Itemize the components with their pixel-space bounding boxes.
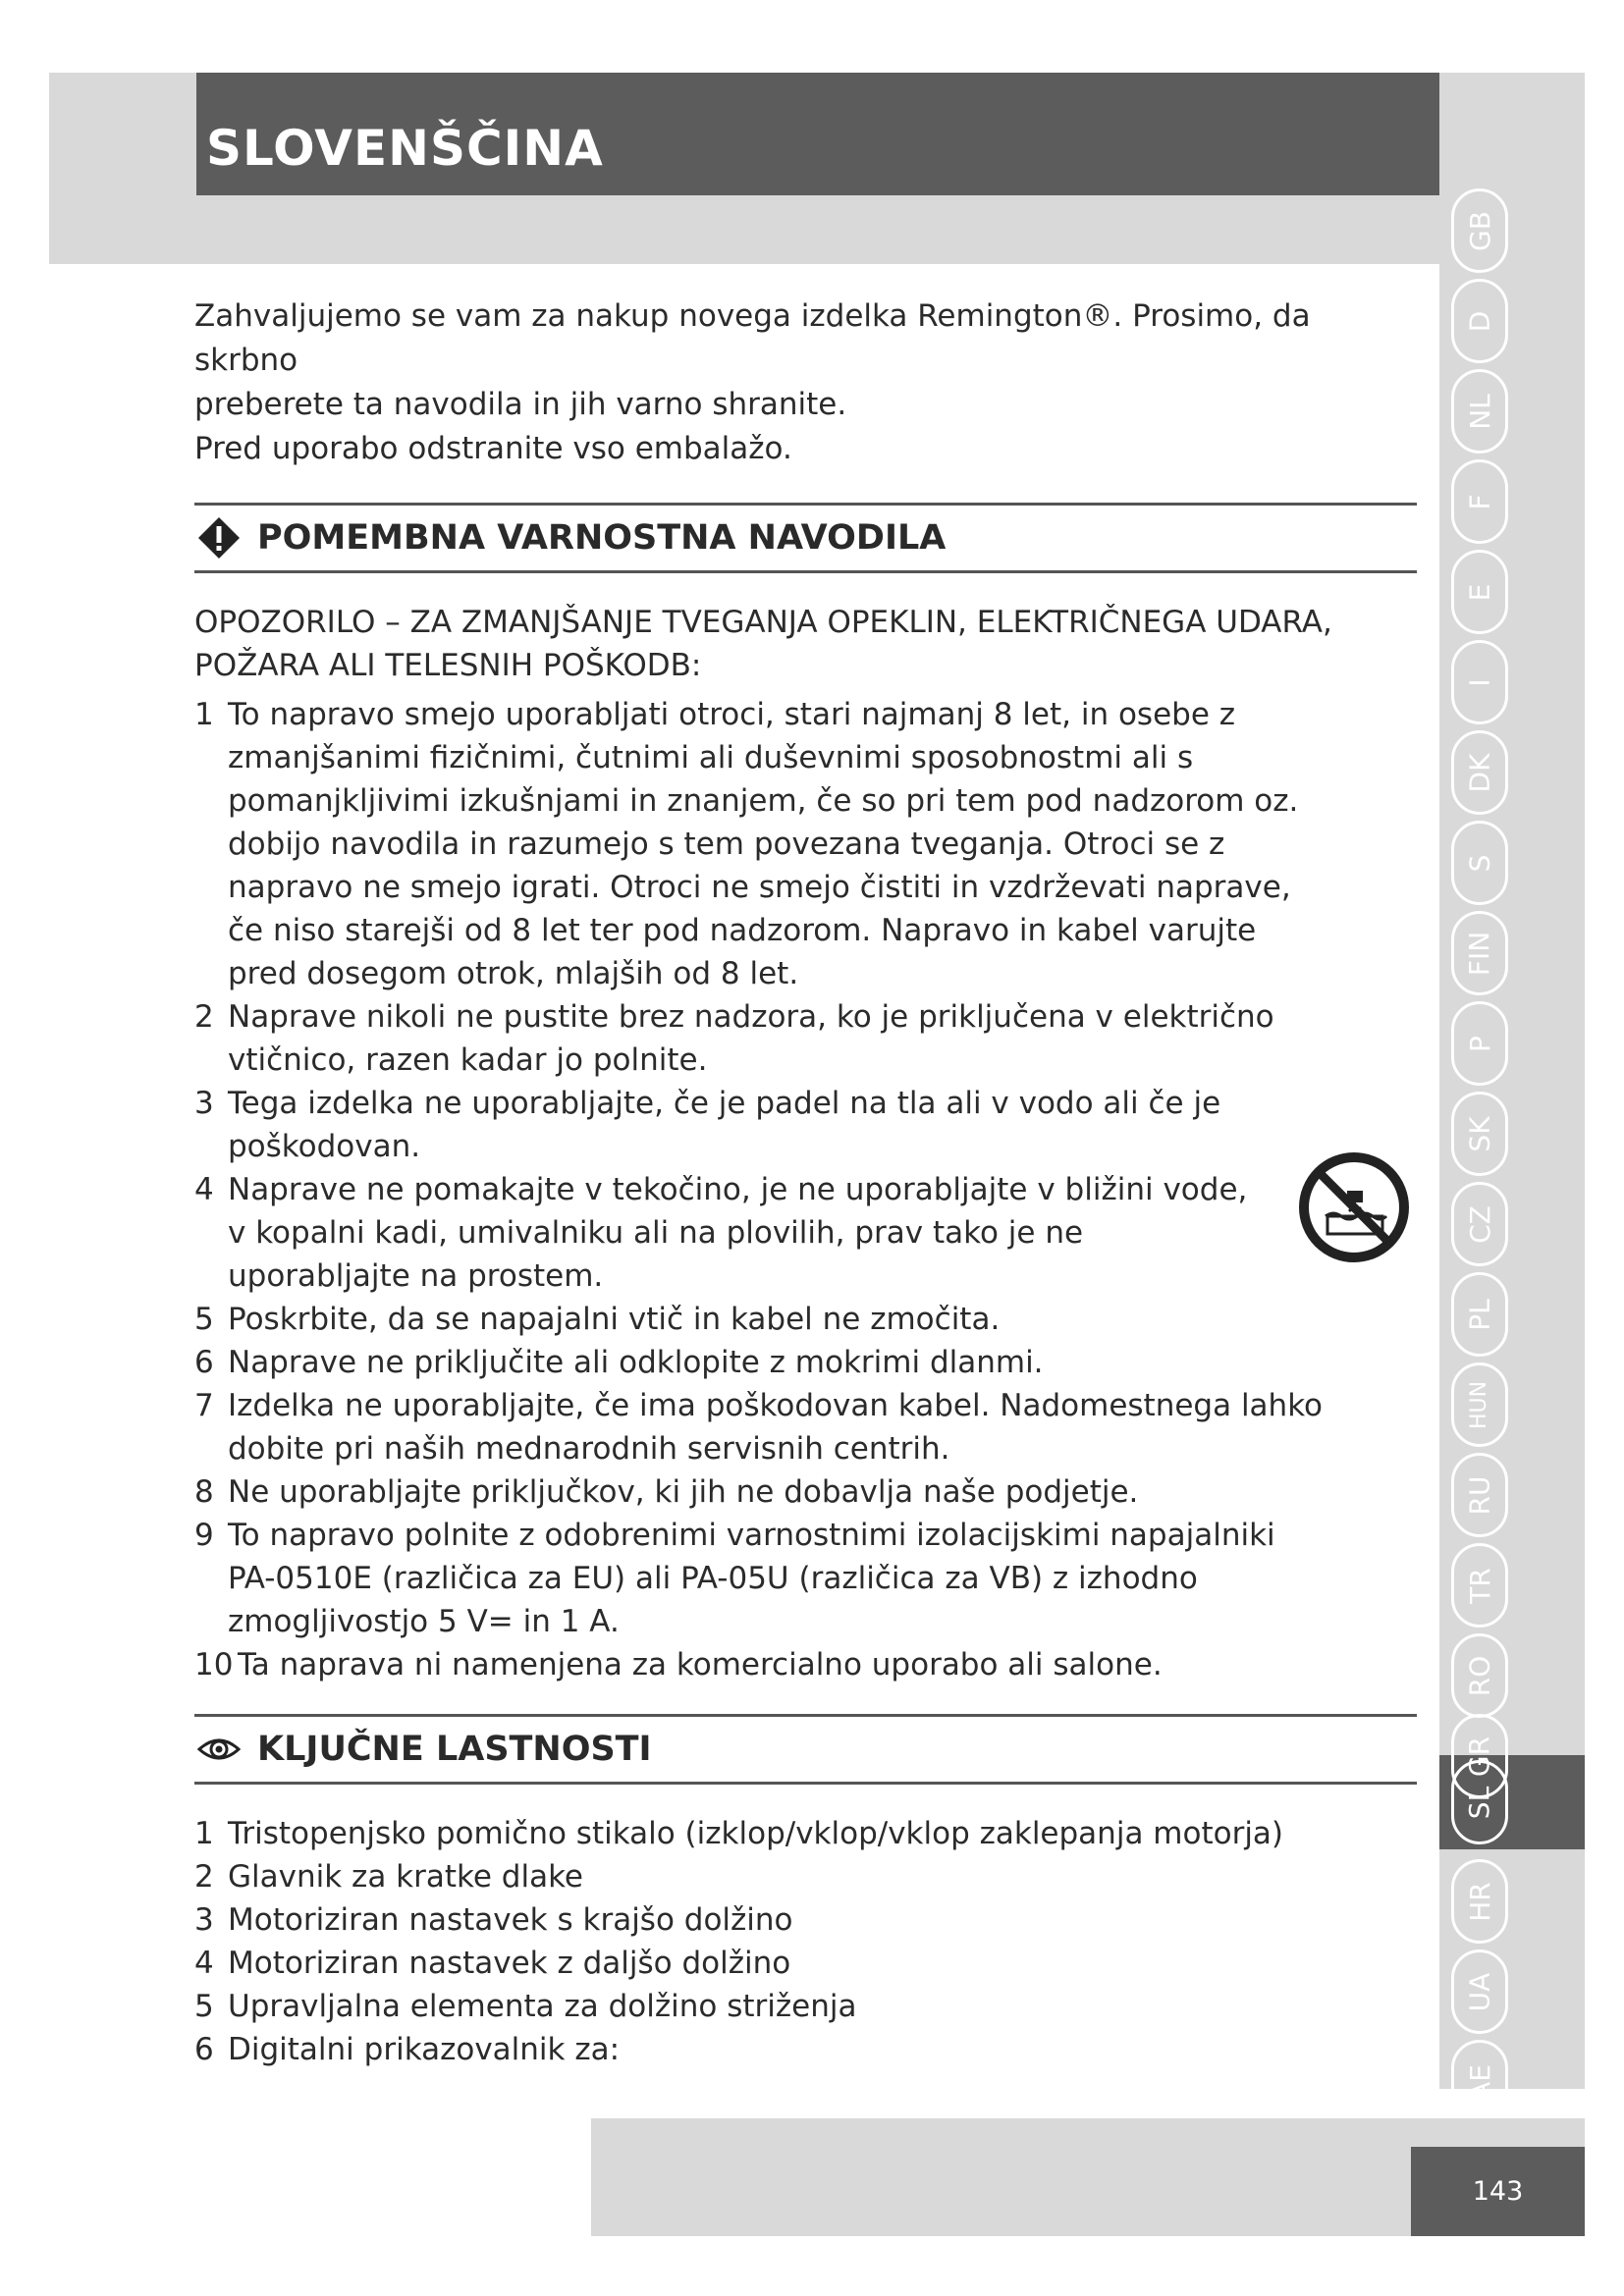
page-number: 143 [1411,2147,1585,2236]
intro-line: Zahvaljujemo se vam za nakup novega izdelka Remington®. Prosimo, da skrbno [194,298,1311,378]
list-item: 10 Ta naprava ni namenjena za komercialno uporabo ali salone. [194,1647,1163,1682]
lang-tab-ro[interactable]: RO [1451,1633,1508,1718]
lang-tab-pl[interactable]: PL [1451,1272,1508,1357]
list-item: 3 Tega izdelka ne uporabljajte, če je padel na tla ali v vodo ali če je poškodovan. [194,1086,1221,1164]
list-item: 1 To napravo smejo uporabljati otroci, stari najmanj 8 let, in osebe z zmanjšanimi fizičnimi, čutnimi ali duševnimi sposobnostmi ali s pomanjkljivimi izkušnjami in znanjem, če so pri tem pod nadzorom oz. dobijo navodila in razumejo s tem povezana tveganja. Otroci se z napravo ne smejo igrati. Otroci ne smejo čistiti in vzdrževati naprave, če niso starejši od 8 let ter pod nadzorom. Napravo in kabel varujte pred dosegom otrok, mlajših od 8 let. [194,697,1299,991]
list-item: 5 Poskrbite, da se napajalni vtič in kabel ne zmočita. [194,1302,1001,1337]
lang-tab-tr[interactable]: TR [1451,1543,1508,1628]
lang-tab-sk[interactable]: SK [1451,1092,1508,1176]
intro-text [194,294,1417,471]
lang-tab-gb[interactable]: GB [1451,188,1508,273]
features-heading-text: KLJUČNE LASTNOSTI [257,1730,652,1769]
features-list [194,1812,1417,2071]
warning-icon [196,515,242,561]
lang-tab-ua[interactable]: UA [1451,1949,1508,2034]
list-item: 7 Izdelka ne uporabljajte, če ima poškodovan kabel. Nadomestnega lahko dobite pri naših mednarodnih servisnih centrih. [194,1388,1324,1467]
lang-tab-e[interactable]: E [1451,550,1508,634]
lang-tab-ae[interactable]: AE [1451,2040,1508,2124]
list-item: 2 Glavnik za kratke dlake [194,1859,583,1895]
list-item: 6 Digitalni prikazovalnik za: [194,2032,621,2067]
list-item: 2 Naprave nikoli ne pustite brez nadzora, ko je priključena v električno vtičnico, razen kadar jo polnite. [194,999,1274,1078]
lang-tab-s[interactable]: S [1451,821,1508,905]
features-heading [194,1714,1417,1785]
lang-tab-nl[interactable]: NL [1451,369,1508,454]
main-content [194,294,1417,2071]
lang-tab-hr[interactable]: HR [1451,1859,1508,1944]
intro-line: preberete ta navodila in jih varno shranite. [194,387,847,422]
list-item: 8 Ne uporabljajte priključkov, ki jih ne dobavlja naše podjetje. [194,1474,1139,1510]
lang-tab-f[interactable]: F [1451,459,1508,544]
list-item: 5 Upravljalna elementa za dolžino striženja [194,1989,857,2024]
lang-tab-cz[interactable]: CZ [1451,1182,1508,1266]
list-item: 4 Motoriziran nastavek z daljšo dolžino [194,1946,791,1981]
lang-tab-gr[interactable]: GR [1451,1714,1508,1798]
safety-heading [194,503,1417,573]
list-item: 3 Motoriziran nastavek s krajšo dolžino [194,1902,793,1938]
lang-tab-i[interactable]: I [1451,640,1508,724]
list-item: 9 To napravo polnite z odobrenimi varnostnimi izolacijskimi napajalniki PA-0510E (različica za EU) ali PA-05U (različica za VB) z izhodno zmogljivostjo 5 V= in 1 A. [194,1518,1275,1639]
list-item: 4 Naprave ne pomakajte v tekočino, je ne uporabljajte v bližini vode, v kopalni kadi, umivalniku ali na plovilih, prav tako je ne uporabljajte na prostem. [194,1172,1248,1294]
safety-list [194,693,1417,1686]
lang-tab-p[interactable]: P [1451,1001,1508,1086]
lang-tab-fin[interactable]: FIN [1451,911,1508,995]
list-item: 1 Tristopenjsko pomično stikalo (izklop/vklop/vklop zaklepanja motorja) [194,1816,1284,1851]
lang-tab-d[interactable]: D [1451,279,1508,363]
safety-heading-text: POMEMBNA VARNOSTNA NAVODILA [257,518,947,558]
lang-tab-sl[interactable]: SL [1451,1760,1508,1844]
warning-text: OPOZORILO – ZA ZMANJŠANJE TVEGANJA OPEKLIN, ELEKTRIČNEGA UDARA, POŽARA ALI TELESNIH POŠKODB: [194,605,1332,683]
eye-icon [196,1727,242,1772]
no-water-icon [1298,1151,1410,1263]
lang-tab-dk[interactable]: DK [1451,730,1508,815]
lang-tab-hun[interactable]: HUN [1451,1362,1508,1447]
intro-line: Pred uporabo odstranite vso embalažo. [194,431,792,466]
page-title: SLOVENŠČINA [206,120,604,177]
list-item: 6 Naprave ne priključite ali odklopite z mokrimi dlanmi. [194,1345,1044,1380]
lang-tab-ru[interactable]: RU [1451,1453,1508,1537]
